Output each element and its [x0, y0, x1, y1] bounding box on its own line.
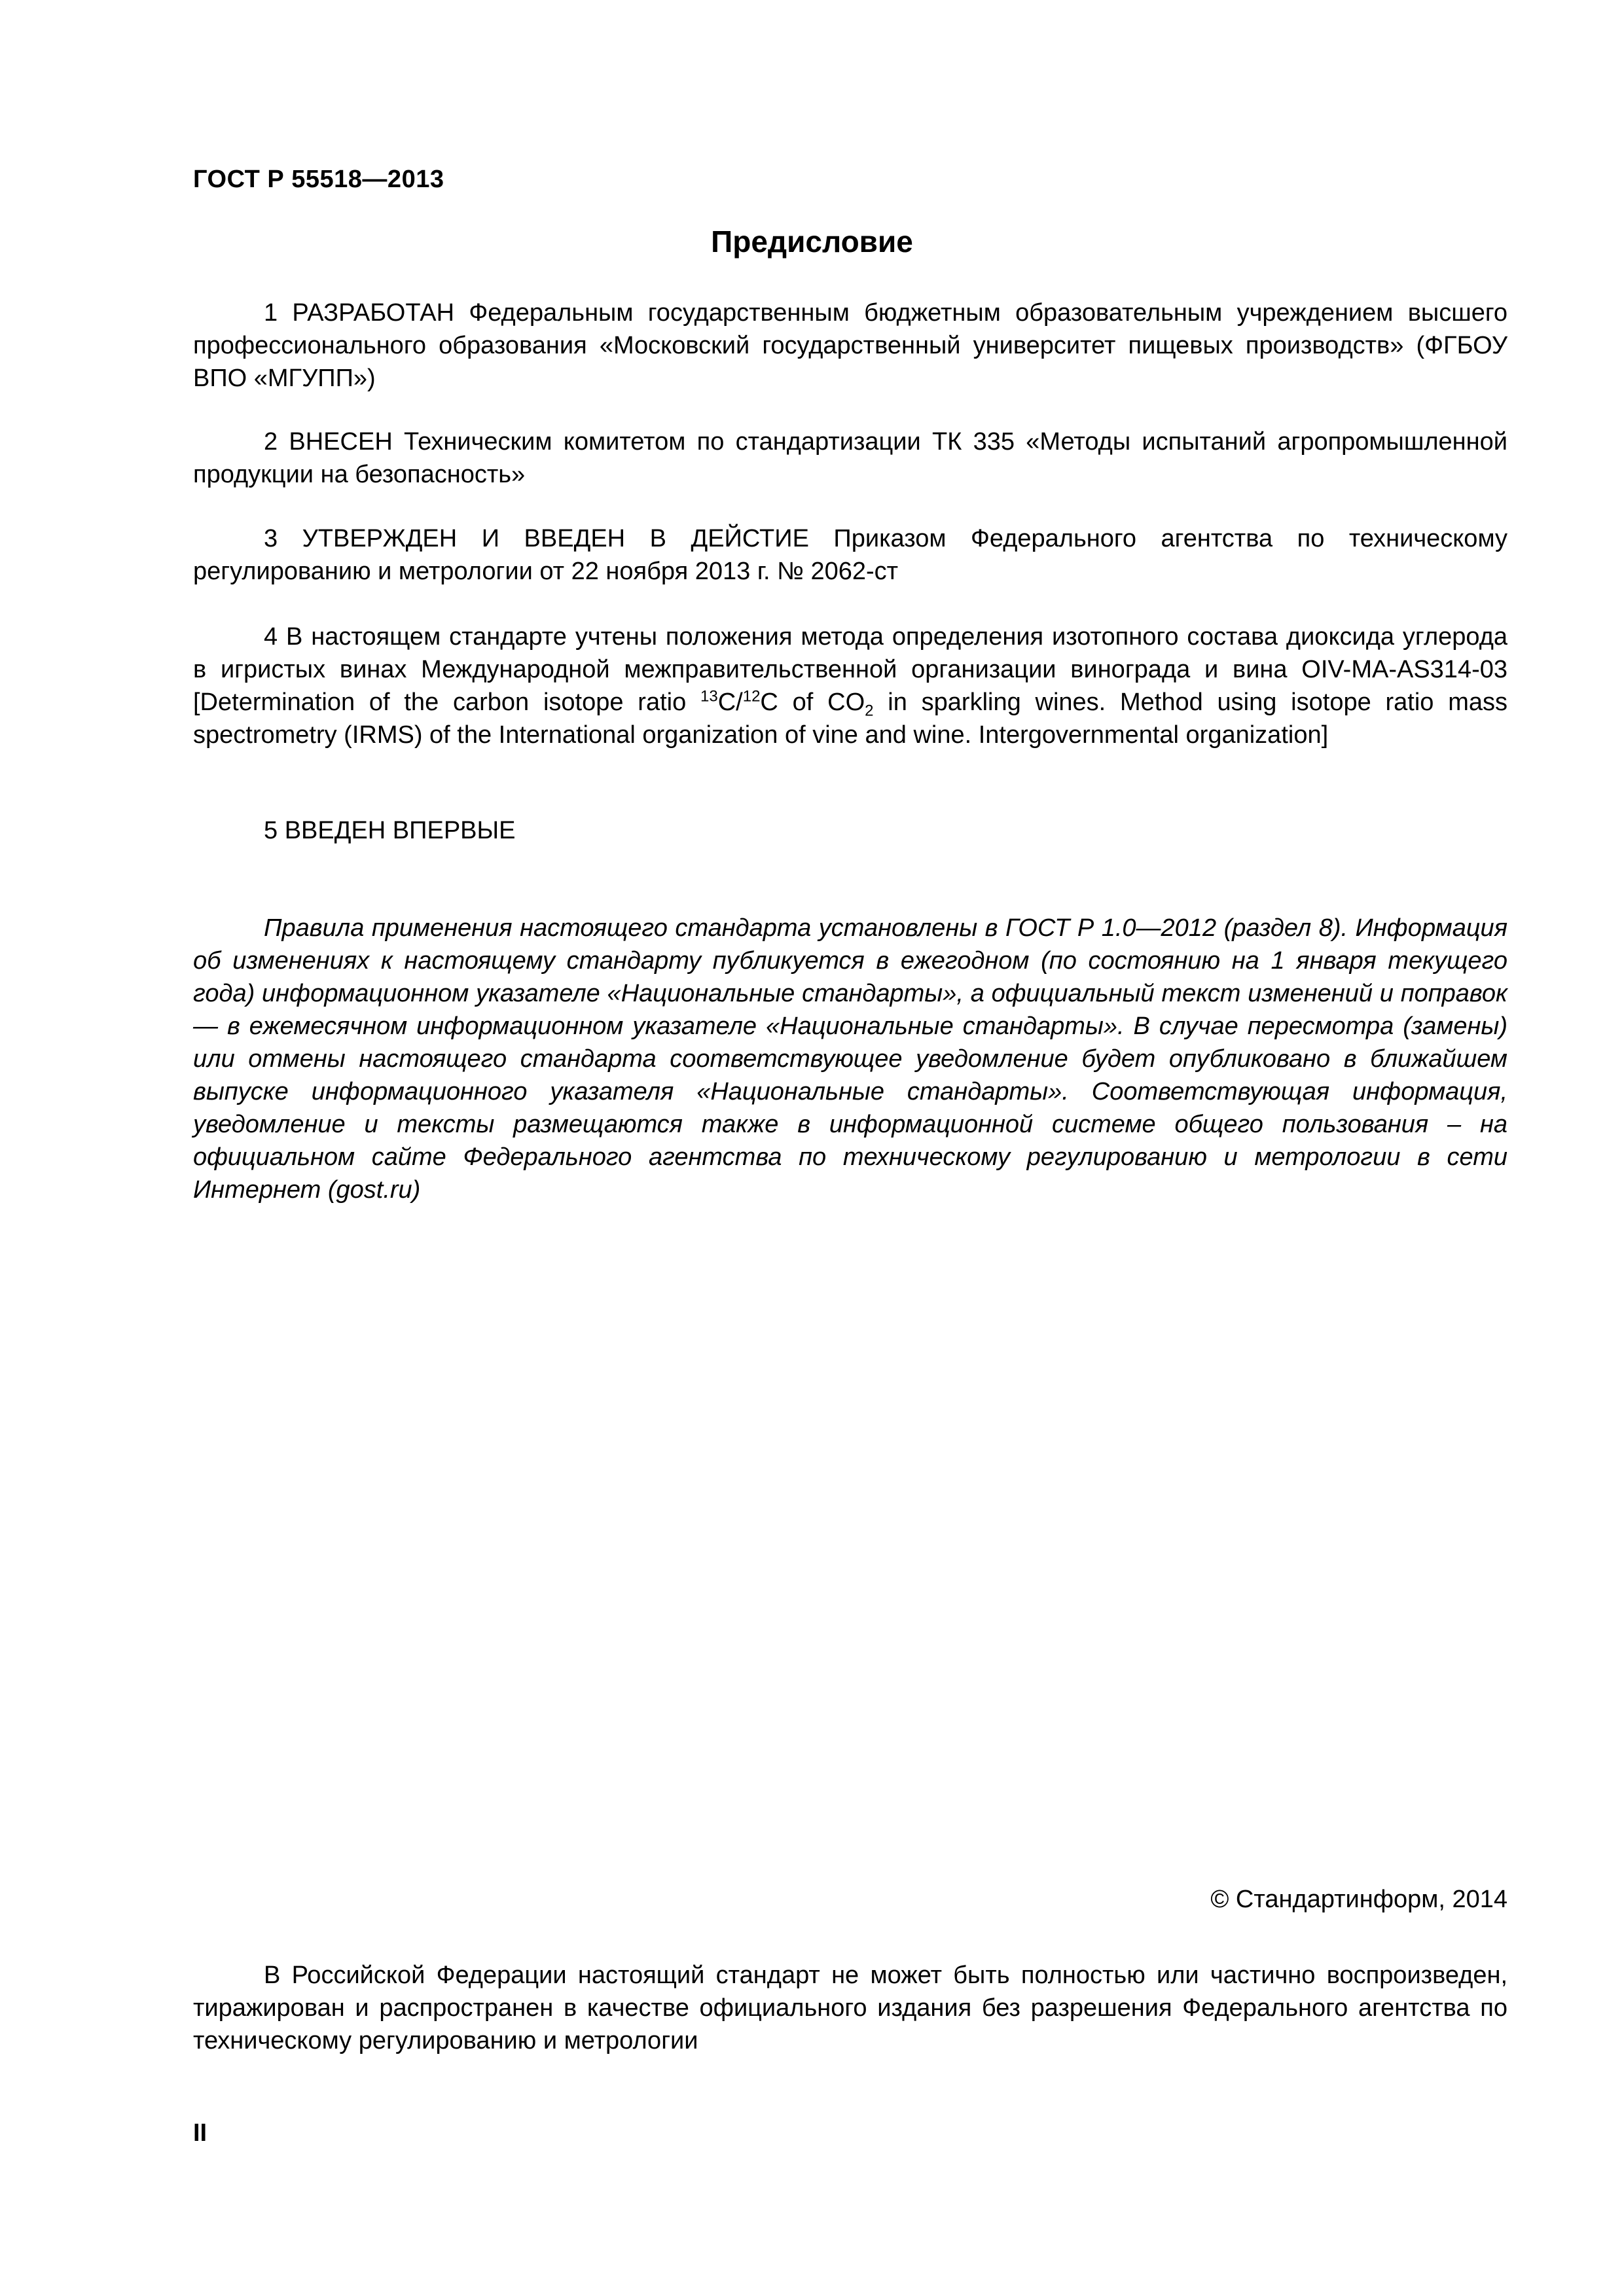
foreword-item-introduced: 2 ВНЕСЕН Техническим комитетом по стандартизации ТК 335 «Методы испытаний агропромышленной продукции на безопасность»	[193, 428, 1507, 488]
isotope-12-superscript: 12	[742, 687, 761, 706]
oiv-text-part-2: C/	[717, 689, 743, 716]
foreword-item-developed: 1 РАЗРАБОТАН Федеральным государственным бюджетным образовательным учреждением высшего профессионального образования «Московский государственный университет пищевых производств» (ФГБОУ ВПО «МГУПП»)	[193, 299, 1507, 392]
oiv-text-part-4: in sparkling wines. Method using isotope ratio mass spectrometry (IRMS) of the International organization of vine and wine. Intergovernmental organization]	[193, 689, 1508, 749]
foreword-item-oiv-method	[193, 620, 1507, 751]
page-number: II	[193, 2119, 208, 2147]
isotope-13-superscript: 13	[700, 687, 718, 706]
foreword-item-first-introduced: 5 ВВЕДЕН ВПЕРВЫЕ	[264, 817, 516, 844]
document-number-header: ГОСТ Р 55518—2013	[193, 166, 444, 193]
co2-subscript: 2	[865, 702, 874, 720]
application-rules-notice: Правила применения настоящего стандарта установлены в ГОСТ Р 1.0—2012 (раздел 8). Информация об изменениях к настоящему стандарту публикуется в ежегодном (по состоянию на 1 января текущего года) информационном указателе «Национальные стандарты», а официальный текст изменений и поправок — в ежемесячном информационном указателе «Национальные стандарты». В случае пересмотра (замены) или отмены настоящего стандарта соответствующее уведомление будет опубликовано в ближайшем выпуске информационного указателя «Национальные стандарты». Соответствующая информация, уведомление и тексты размещаются также в информационной системе общего пользования – на официальном сайте Федерального агентства по техническому регулированию и метрологии в сети Интернет (gost.ru)	[193, 914, 1507, 1204]
page-title: Предисловие	[711, 224, 913, 259]
reproduction-restriction-text: В Российской Федерации настоящий стандарт не может быть полностью или частично воспроизведен, тиражирован и распространен в качестве официального издания без разрешения Федерального агентства по техническому регулированию и метрологии	[193, 1962, 1507, 2054]
oiv-text-part-1: 4 В настоящем стандарте учтены положения метода определения изотопного состава диоксида углерода в игристых винах Международной межправительственной организации винограда и вина OIV-MA-AS314-03 [Determination of the carbon isotope ratio	[193, 623, 1507, 716]
foreword-item-approved: 3 УТВЕРЖДЕН И ВВЕДЕН В ДЕЙСТИЕ Приказом Федерального агентства по техническому регулированию и метрологии от 22 ноября 2013 г. № 2062-ст	[193, 525, 1507, 585]
oiv-text-part-3: C of CO	[760, 689, 865, 716]
copyright-line: © Стандартинформ, 2014	[1210, 1886, 1507, 1913]
